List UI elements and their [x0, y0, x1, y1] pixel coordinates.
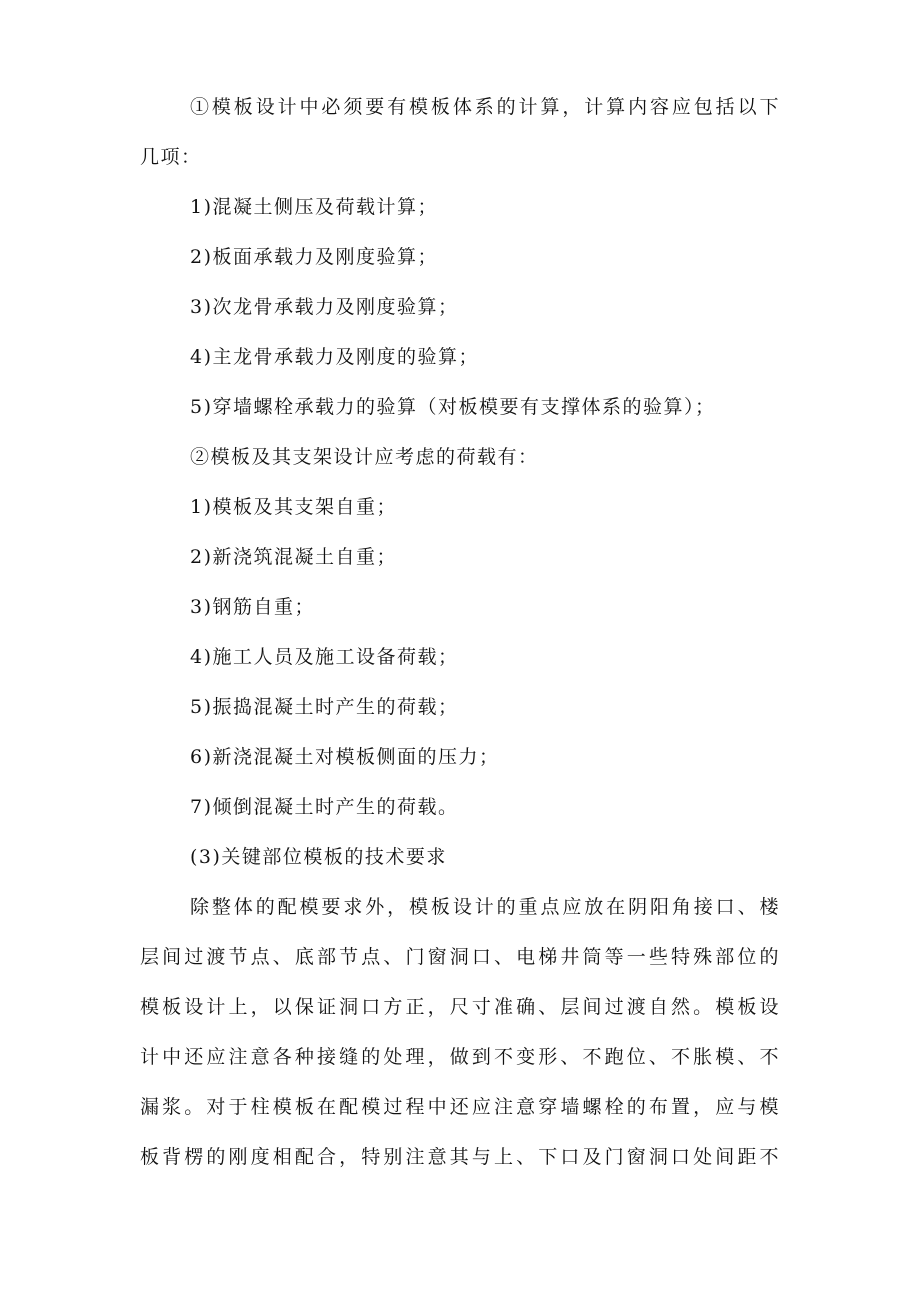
text-line: 4)主龙骨承载力及刚度的验算；	[190, 346, 480, 368]
text-line: ①模板设计中必须要有模板体系的计算，计算内容应包括以下	[190, 96, 780, 118]
text-line: 除整体的配模要求外，模板设计的重点应放在阴阳角接口、楼	[190, 896, 780, 918]
text-line: 5)穿墙螺栓承载力的验算（对板模要有支撑体系的验算）；	[190, 396, 716, 418]
text-line: 计中还应注意各种接缝的处理，做到不变形、不跑位、不胀模、不	[140, 1046, 780, 1068]
text-line: 1)模板及其支架自重；	[190, 496, 398, 518]
text-line: 1)混凝土侧压及荷载计算；	[190, 196, 439, 218]
text-line: 层间过渡节点、底部节点、门窗洞口、电梯井筒等一些特殊部位的	[140, 946, 780, 968]
text-line: 几项：	[140, 146, 202, 168]
section-heading: (3)关键部位模板的技术要求	[190, 846, 447, 868]
text-line: ②模板及其支架设计应考虑的荷载有：	[190, 446, 539, 468]
text-line: 4)施工人员及施工设备荷载；	[190, 646, 459, 668]
text-line: 5)振捣混凝土时产生的荷载；	[190, 696, 459, 718]
text-line: 3)次龙骨承载力及刚度验算；	[190, 296, 459, 318]
text-line: 2)板面承载力及刚度验算；	[190, 246, 439, 268]
text-line: 2)新浇筑混凝土自重；	[190, 546, 398, 568]
document-body	[140, 82, 780, 1182]
text-line: 3)钢筋自重；	[190, 596, 316, 618]
text-line: 6)新浇混凝土对模板侧面的压力；	[190, 746, 500, 768]
text-line: 7)倾倒混凝土时产生的荷载。	[190, 796, 459, 818]
text-line: 模板设计上，以保证洞口方正，尺寸准确、层间过渡自然。模板设	[140, 996, 780, 1018]
text-line: 漏浆。对于柱模板在配模过程中还应注意穿墙螺栓的布置，应与模	[140, 1096, 780, 1118]
text-line: 板背楞的刚度相配合，特别注意其与上、下口及门窗洞口处间距不	[140, 1146, 780, 1168]
